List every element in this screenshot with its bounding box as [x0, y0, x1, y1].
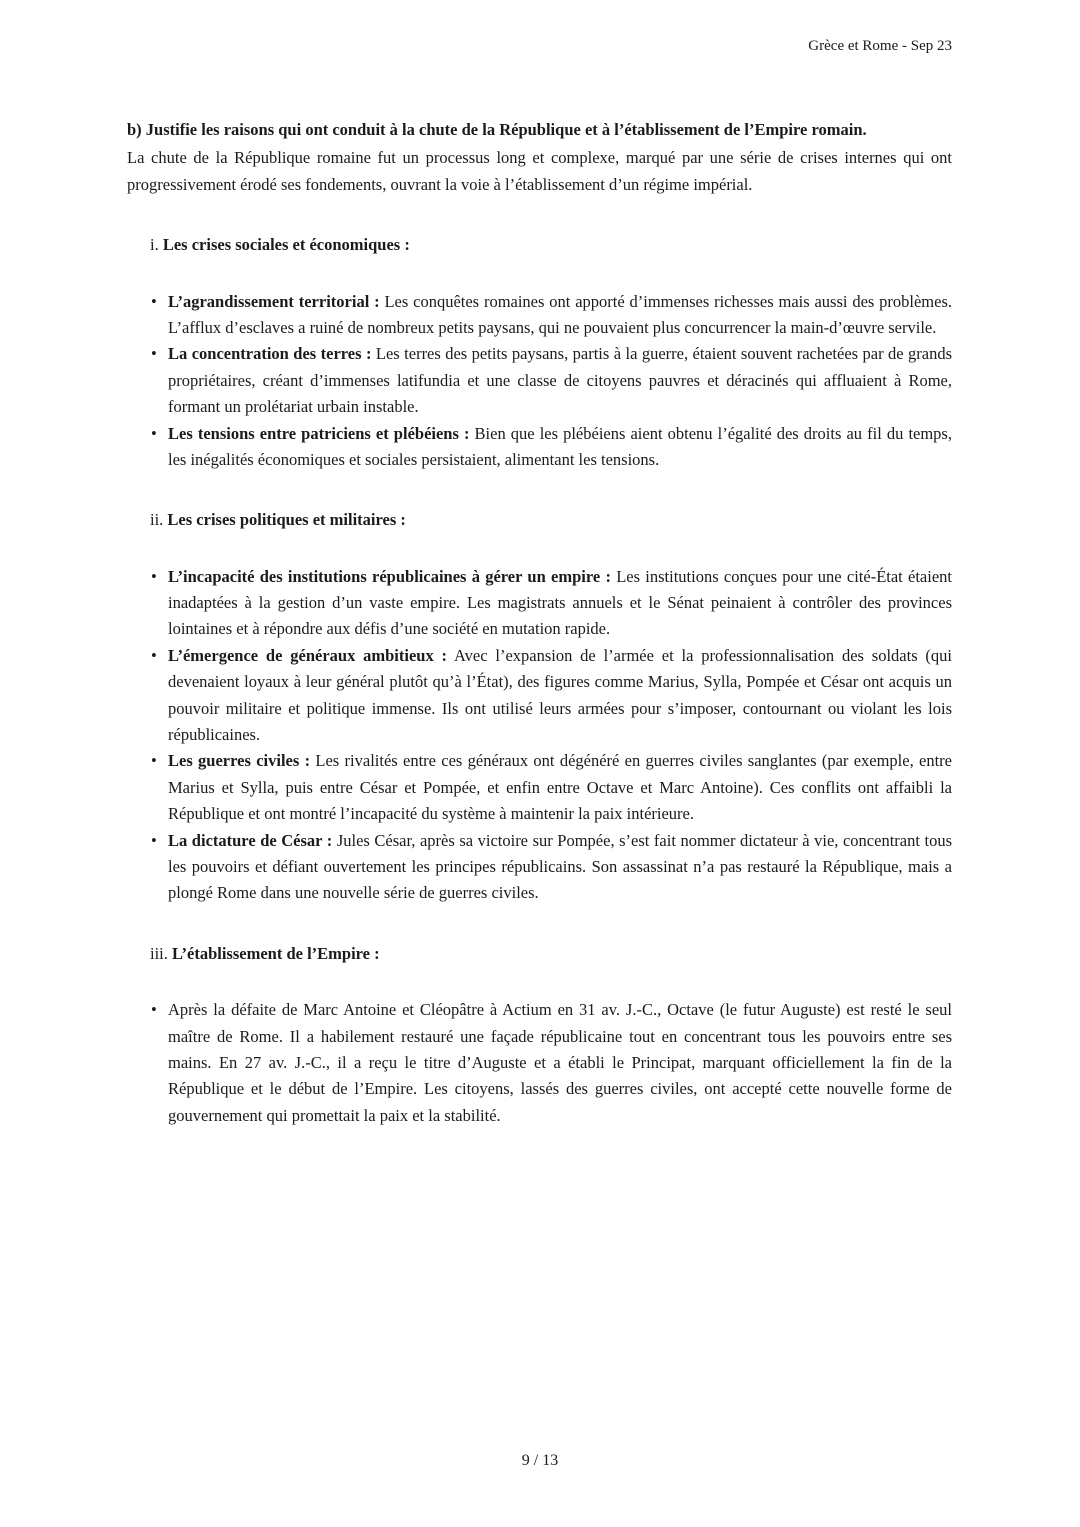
- bullet-icon: •: [151, 645, 157, 665]
- bullet-lead: L’agrandissement territorial :: [168, 291, 380, 311]
- bullet-list: [150, 997, 952, 1129]
- document-content: [127, 117, 952, 1129]
- section-title: [150, 941, 952, 967]
- bullet-icon: •: [151, 291, 157, 311]
- bullet-icon: •: [151, 344, 157, 364]
- bullet-list: [150, 564, 952, 907]
- list-item: [150, 421, 952, 474]
- list-item: [150, 997, 952, 1129]
- bullet-lead: La dictature de César :: [168, 830, 333, 850]
- bullet-list: [150, 289, 952, 474]
- bullet-lead: L’incapacité des institutions républicaines à gérer un empire :: [168, 566, 611, 586]
- section-number: ii.: [150, 510, 164, 530]
- page-number: 9 / 13: [521, 1452, 559, 1469]
- section-crises-sociales: [127, 232, 952, 473]
- bullet-icon: •: [151, 830, 157, 850]
- section-crises-politiques: [127, 507, 952, 906]
- bullet-lead: Les guerres civiles :: [168, 751, 311, 771]
- bullet-text: Les conquêtes romaines ont apporté d’immenses richesses mais aussi des problèmes. L’afflux d’esclaves a ruiné de nombreux petits paysans, qui ne pouvaient plus concurrencer la main-d’œuvre servile.: [168, 291, 953, 337]
- bullet-lead: Les tensions entre patriciens et plébéiens :: [168, 423, 470, 443]
- section-title: [150, 232, 952, 258]
- bullet-text: Les institutions conçues pour une cité-État étaient inadaptées à la gestion d’un vaste empire. Les magistrats annuels et le Sénat peinaient à contrôler des provinces lointaines et à répondre aux défis d’une société en mutation rapide.: [168, 566, 952, 639]
- section-title: [150, 507, 952, 533]
- section-title-text: Les crises sociales et économiques :: [162, 235, 410, 255]
- page-header: Grèce et Rome - Sep 23: [808, 38, 952, 54]
- list-item: [150, 643, 952, 749]
- section-etablissement-empire: [127, 941, 952, 1129]
- list-item: [150, 289, 952, 342]
- list-item: [150, 828, 952, 907]
- bullet-lead: L’émergence de généraux ambitieux :: [168, 645, 448, 665]
- bullet-text: Les terres des petits paysans, partis à la guerre, étaient souvent rachetées par de grands propriétaires, créant d’immenses latifundia et une classe de citoyens pauvres et déracinés qui affluaient à Rome, formant un prolétariat urbain instable.: [168, 344, 952, 417]
- bullet-text: Après la défaite de Marc Antoine et Cléopâtre à Actium en 31 av. J.-C., Octave (le futur Auguste) est resté le seul maître de Rome. Il a habilement restauré une façade républicaine tout en concentrant tous les pouvoirs entre ses mains. En 27 av. J.-C., il a reçu le titre d’Auguste et a établi le Principat, marquant officiellement la fin de la République et le début de l’Empire. Les citoyens, lassés des guerres civiles, ont accepté cette nouvelle forme de gouvernement qui promettait la paix et la stabilité.: [168, 1000, 952, 1125]
- bullet-icon: •: [151, 566, 157, 586]
- intro-paragraph: La chute de la République romaine fut un processus long et complexe, marqué par une série de crises internes qui ont progressivement érodé ses fondements, ouvrant la voie à l’établissement d’un régime impérial.: [127, 148, 952, 194]
- bullet-icon: •: [151, 751, 157, 771]
- list-item: [150, 564, 952, 643]
- bullet-icon: •: [151, 1000, 157, 1020]
- bullet-text: Bien que les plébéiens aient obtenu l’égalité des droits au fil du temps, les inégalités économiques et sociales persistaient, alimentant les tensions.: [168, 423, 952, 469]
- bullet-lead: La concentration des terres :: [168, 344, 372, 364]
- bullet-icon: •: [151, 423, 157, 443]
- list-item: [150, 748, 952, 827]
- bullet-text: Les rivalités entre ces généraux ont dégénéré en guerres civiles sanglantes (par exemple, entre Marius et Sylla, puis entre César et Pompée, et enfin entre Octave et Marc Antoine). Ces conflits ont affaibli la République et ont montré l’incapacité du système à maintenir la paix intérieure.: [168, 751, 952, 824]
- section-title-text: L’établissement de l’Empire :: [172, 943, 380, 963]
- bullet-text: Avec l’expansion de l’armée et la professionnalisation des soldats (qui devenaient loyaux à leur général plutôt qu’à l’État), des figures comme Marius, Sylla, Pompée et César ont acquis un pouvoir militaire et politique immense. Ils ont utilisé leurs armées pour s’imposer, contournant ou violant les lois républicaines.: [168, 645, 953, 745]
- section-number: iii.: [150, 943, 168, 963]
- list-item: [150, 341, 952, 420]
- section-number: i.: [150, 235, 159, 255]
- bullet-text: Jules César, après sa victoire sur Pompée, s’est fait nommer dictateur à vie, concentrant tous les pouvoirs et défiant ouvertement les principes républicains. Son assassinat n’a pas restauré la République, mais a plongé Rome dans une nouvelle série de guerres civiles.: [168, 830, 952, 903]
- section-title-text: Les crises politiques et militaires :: [167, 510, 406, 530]
- question-heading: b) Justifie les raisons qui ont conduit à la chute de la République et à l’établissement de l’Empire romain.: [127, 120, 867, 139]
